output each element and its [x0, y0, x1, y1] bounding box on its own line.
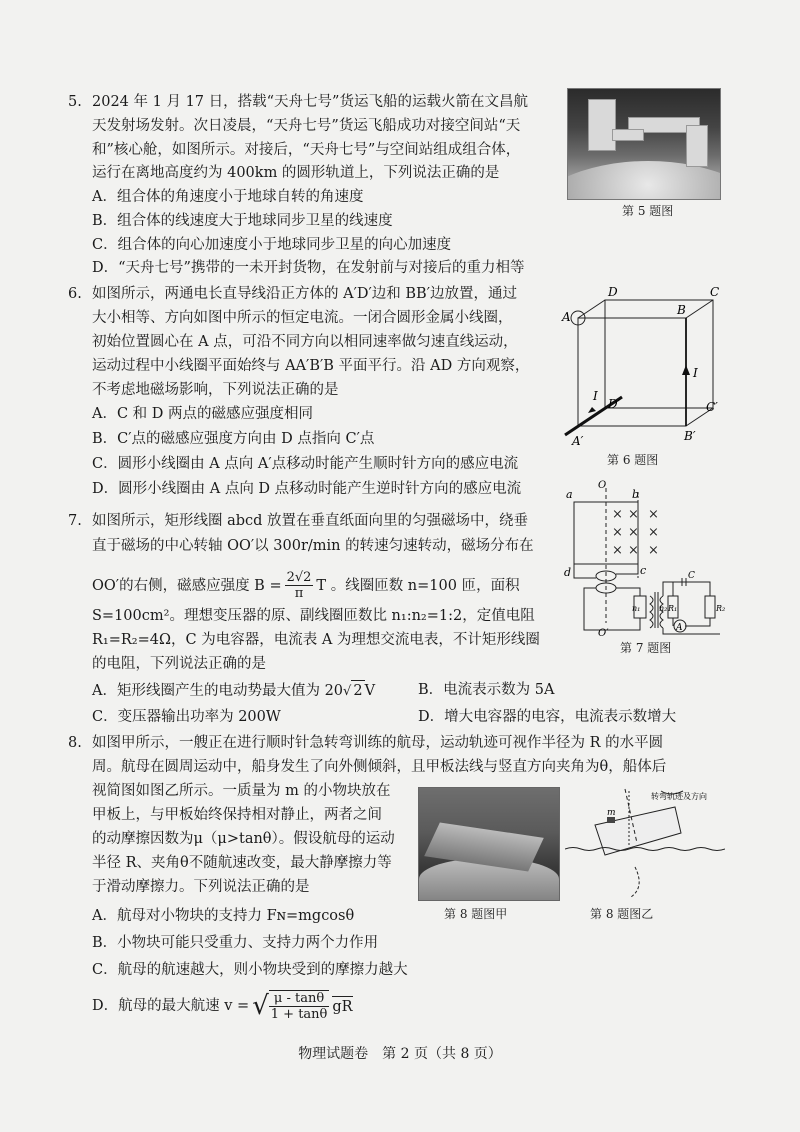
q6-label-a: A — [562, 310, 571, 324]
q6-stem-line4: 运动过程中小线圈平面始终与 AA′B′B 平面平行。沿 AD 方向观察， — [92, 358, 530, 374]
svg-text:×: × — [612, 543, 623, 558]
q8-opt-d-fraction — [269, 990, 330, 1022]
q5-stem-line4: 运行在离地高度约为 400km 的圆形轨道上，下列说法正确的是 — [92, 165, 500, 181]
q8-opt-d-num: μ - tanθ — [269, 991, 330, 1007]
svg-text:×: × — [628, 525, 639, 540]
q5-figure-caption: 第 5 题图 — [622, 204, 674, 218]
q6-current-arrow-icon — [682, 365, 690, 375]
q7-stem-line2: 直于磁场的中心转轴 OO′以 300r/min 的转速匀速转动，磁场分布在 — [92, 538, 534, 554]
q8-option-d: D．航母的最大航速 v = √ $\frac{\mu - \tan\theta}{1 + \tan\theta}$ gR — [92, 991, 353, 1022]
q8-stem-line7: 于滑动摩擦力。下列说法正确的是 — [92, 879, 310, 895]
svg-text:×: × — [628, 543, 639, 558]
q7-label-r1: R₁ — [668, 604, 678, 613]
q8-stem-line2: 周。航母在圆周运动中，船身发生了向外侧倾斜，且甲板法线与竖直方向夹角为θ，船体后 — [92, 759, 667, 775]
q6-option-d: D．圆形小线圈由 A 点向 D 点移动时能产生逆时针方向的感应电流 — [92, 481, 522, 497]
q6-label-cp: C′ — [706, 400, 718, 414]
svg-text:×: × — [648, 543, 659, 558]
q8-stem-line4: 甲板上，与甲板始终保持相对静止，两者之间 — [92, 807, 382, 823]
page-footer: 物理试题卷 第 2 页（共 8 页） — [298, 1046, 502, 1062]
q6-option-b: B．C′点的磁感应强度方向由 D 点指向 C′点 — [92, 431, 375, 447]
q7-option-d: D．增大电容器的电容，电流表示数增大 — [418, 709, 677, 725]
q6-cube-diagram — [560, 285, 730, 450]
q8-stem-line6: 半径 R、夹角θ不随航速改变，最大静摩擦力等 — [92, 855, 392, 871]
q6-stem-line1: 如图所示，两通电长直导线沿正方体的 A′D′边和 BB′边放置，通过 — [92, 286, 518, 302]
svg-text:×: × — [612, 525, 623, 540]
q7-label-b: b — [632, 488, 640, 501]
q5-number: 5. — [68, 94, 82, 110]
svg-text:×: × — [628, 507, 639, 522]
q7-label-a: a — [566, 488, 573, 501]
q6-figure-caption: 第 6 题图 — [607, 453, 659, 467]
q5-option-d: D．“天舟七号”携带的一未开封货物，在发射前与对接后的重力相等 — [92, 260, 525, 276]
q7-label-d: d — [564, 566, 572, 579]
q7-frac-num: 2√2 — [286, 570, 312, 585]
q7-option-b: B．电流表示数为 5A — [418, 682, 555, 698]
q6-stem-line2: 大小相等、方向如图中所示的恒定电流。一闭合圆形金属小线圈， — [92, 310, 513, 326]
q8-option-b: B．小物块可能只受重力、支持力两个力作用 — [92, 935, 379, 951]
q7-line3-post: T 。线圈匝数 n=100 匝，面积 — [316, 577, 520, 594]
q8-ship-cross-section-diagram — [565, 787, 725, 899]
q7-opt-a-rad: 2 — [351, 680, 364, 701]
q8-opt-d-den: 1 + tanθ — [270, 1007, 328, 1022]
q7-label-n2: n₂ — [659, 604, 668, 613]
q7-label-n1: n₁ — [632, 604, 641, 613]
q8-stem-line1: 如图甲所示，一艘正在进行顺时针急转弯训练的航母，运动轨迹可视作半径为 R 的水平圆 — [92, 735, 664, 751]
q5-stem-line2: 天发射场发射。次日凌晨，“天舟七号”货运飞船成功对接空间站“天 — [92, 118, 521, 134]
q7-label-r2: R₂ — [716, 604, 726, 613]
q7-frac-den: π — [294, 586, 304, 601]
q7-figure-caption: 第 7 题图 — [620, 641, 672, 655]
q6-option-c: C．圆形小线圈由 A 点向 A′点移动时能产生顺时针方向的感应电流 — [92, 456, 519, 472]
q7-b-fraction — [285, 570, 314, 601]
q7-label-capacitor: C — [688, 571, 695, 581]
q6-label-ap: A′ — [572, 434, 584, 448]
q7-option-a: A．矩形线圈产生的电动势最大值为 20√ 2 V — [92, 680, 375, 702]
q6-stem-line5: 不考虑地磁场影响，下列说法正确的是 — [92, 382, 339, 398]
q6-label-d: D — [608, 285, 618, 299]
q7-label-o: O — [598, 480, 607, 491]
q8-option-a: A．航母对小物块的支持力 Fɴ=mgcosθ — [92, 908, 355, 924]
q8-stem-line3: 视简图如图乙所示。一质量为 m 的小物块放在 — [92, 783, 391, 799]
q7-label-ammeter: A — [676, 623, 683, 633]
q7-stem-line4: S=100cm²。理想变压器的原、副线圈匝数比 n₁:n₂=1:2，定值电阻 — [92, 608, 535, 624]
q8-number: 8. — [68, 735, 82, 751]
q8-aircraft-carrier-photo — [418, 787, 560, 901]
q7-number: 7. — [68, 513, 82, 529]
q8-figure-caption-a: 第 8 题图甲 — [444, 907, 508, 921]
svg-text:×: × — [612, 507, 623, 522]
q5-stem-line3: 和”核心舱，如图所示。对接后，“天舟七号”与空间站组成组合体， — [92, 142, 521, 158]
q7-field-crosses — [612, 507, 659, 558]
q5-option-a: A．组合体的角速度小于地球自转的角速度 — [92, 189, 364, 205]
q7-option-c: C．变压器输出功率为 200W — [92, 709, 281, 725]
q6-label-i1: I — [593, 389, 598, 403]
q8-figure-caption-b: 第 8 题图乙 — [590, 907, 654, 921]
q7-stem-line3 — [92, 570, 520, 601]
q7-stem-line1: 如图所示，矩形线圈 abcd 放置在垂直纸面向里的匀强磁场中，绕垂 — [92, 513, 529, 529]
q6-label-bp: B′ — [684, 429, 696, 443]
q6-current-arrow-icon-2 — [588, 407, 596, 413]
svg-text:×: × — [648, 507, 659, 522]
q7-opt-a-post: V — [364, 683, 376, 699]
q7-line3-pre: OO′的右侧，磁感应强度 B = — [92, 577, 282, 594]
q6-label-dp: D′ — [608, 397, 621, 411]
q6-number: 6. — [68, 286, 82, 302]
q7-circuit-diagram — [560, 478, 730, 640]
q7-label-c: c — [640, 564, 647, 577]
q5-space-station-photo — [567, 88, 721, 200]
q5-option-b: B．组合体的线速度大于地球同步卫星的线速度 — [92, 213, 393, 229]
q8-label-m: m — [607, 808, 616, 818]
q5-option-c: C．组合体的向心加速度小于地球同步卫星的向心加速度 — [92, 237, 452, 253]
q7-opt-a-pre: A．矩形线圈产生的电动势最大值为 20 — [92, 683, 344, 699]
q5-stem-line1: 2024 年 1 月 17 日，搭载“天舟七号”货运飞船的运载火箭在文昌航 — [92, 94, 528, 110]
q7-label-op: O′ — [598, 628, 609, 639]
q6-label-b: B — [677, 303, 686, 317]
q6-label-i2: I — [693, 366, 698, 380]
q6-stem-line3: 初始位置圆心在 A 点，可沿不同方向以相同速率做匀速直线运动， — [92, 334, 518, 350]
q7-stem-line6: 的电阻，下列说法正确的是 — [92, 656, 266, 672]
q8-stem-line5: 的动摩擦因数为μ（μ>tanθ）。假设航母的运动 — [92, 831, 395, 847]
q6-label-c: C — [710, 285, 720, 299]
q7-stem-line5: R₁=R₂=4Ω，C 为电容器，电流表 A 为理想交流电表，不计矩形线圈 — [92, 632, 540, 648]
svg-text:×: × — [648, 525, 659, 540]
q8-opt-d-post: gR — [332, 996, 352, 1017]
q8-opt-d-pre: D．航母的最大航速 v = — [92, 998, 250, 1014]
q8-label-direction: 转弯轨迹及方向 — [651, 792, 707, 801]
q8-option-c: C．航母的航速越大，则小物块受到的摩擦力越大 — [92, 962, 408, 978]
q6-option-a: A．C 和 D 两点的磁感应强度相同 — [92, 406, 314, 422]
